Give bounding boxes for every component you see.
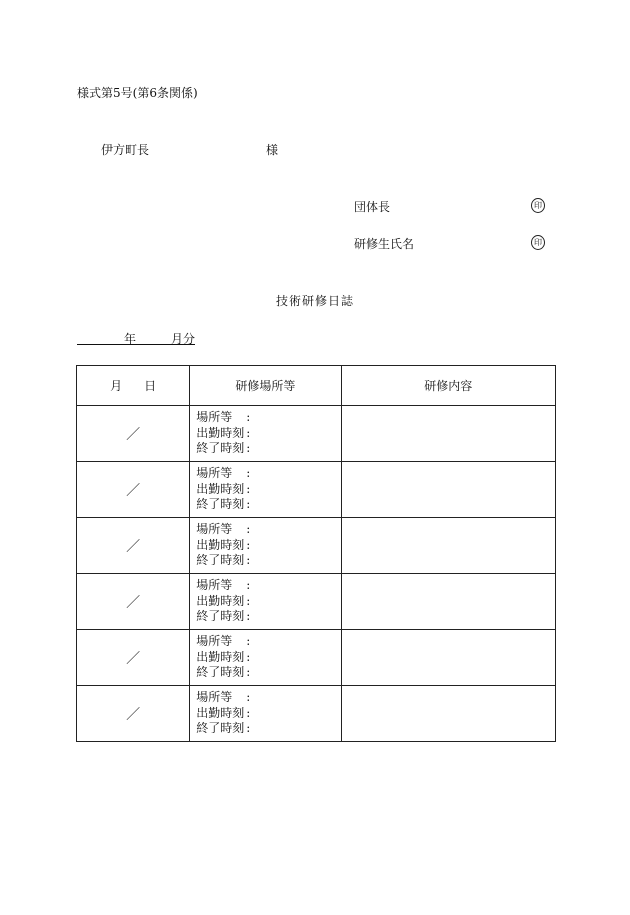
start-time-label: 出勤時刻: [196, 425, 245, 440]
header-month: 月: [110, 379, 123, 393]
place-label: 場所等: [196, 522, 233, 537]
addressee-name: 伊方町長: [101, 143, 150, 157]
header-location: 研修場所等: [190, 366, 341, 406]
end-time-field: [196, 721, 340, 737]
place-colon: :: [246, 690, 251, 705]
start-time-field: [196, 538, 340, 554]
org-head-label: 団体長: [354, 200, 391, 214]
location-cell[interactable]: [190, 686, 341, 742]
end-time-colon: :: [246, 553, 251, 568]
place-colon: :: [246, 466, 251, 481]
start-time-field: [196, 594, 340, 610]
start-time-label: 出勤時刻: [196, 649, 245, 664]
date-cell[interactable]: [77, 406, 190, 462]
end-time-label: 終了時刻: [196, 441, 245, 456]
end-time-label: 終了時刻: [196, 497, 245, 512]
place-field: [196, 690, 340, 706]
location-cell[interactable]: [190, 462, 341, 518]
end-time-field: [196, 441, 340, 457]
start-time-field: [196, 706, 340, 722]
end-time-label: 終了時刻: [196, 665, 245, 680]
end-time-label: 終了時刻: [196, 609, 245, 624]
location-cell[interactable]: [190, 518, 341, 574]
start-time-label: 出勤時刻: [196, 705, 245, 720]
header-month-day: [77, 366, 190, 406]
table-row: [77, 406, 556, 462]
header-content: 研修内容: [341, 366, 555, 406]
location-cell[interactable]: [190, 574, 341, 630]
place-colon: :: [246, 522, 251, 537]
end-time-field: [196, 497, 340, 513]
end-time-field: [196, 665, 340, 681]
content-cell[interactable]: [341, 518, 555, 574]
place-field: [196, 522, 340, 538]
location-cell[interactable]: [190, 406, 341, 462]
table-row: [77, 686, 556, 742]
start-time-label: 出勤時刻: [196, 481, 245, 496]
start-time-field: [196, 482, 340, 498]
end-time-colon: :: [246, 665, 251, 680]
end-time-field: [196, 553, 340, 569]
place-label: 場所等: [196, 466, 233, 481]
start-time-colon: :: [246, 537, 251, 552]
end-time-colon: :: [246, 497, 251, 512]
start-time-colon: :: [246, 481, 251, 496]
form-number: 様式第5号(第6条関係): [77, 86, 198, 100]
end-time-field: [196, 609, 340, 625]
start-time-colon: :: [246, 649, 251, 664]
content-cell[interactable]: [341, 574, 555, 630]
table-row: [77, 574, 556, 630]
date-separator: ／: [126, 538, 141, 555]
content-cell[interactable]: [341, 630, 555, 686]
start-time-label: 出勤時刻: [196, 537, 245, 552]
period-month-label: 月分: [171, 332, 196, 346]
start-time-field: [196, 650, 340, 666]
addressee-honorific: 様: [266, 143, 279, 157]
place-label: 場所等: [196, 690, 233, 705]
date-cell[interactable]: [77, 518, 190, 574]
end-time-label: 終了時刻: [196, 721, 245, 736]
date-separator: ／: [126, 594, 141, 611]
place-field: [196, 578, 340, 594]
location-cell[interactable]: [190, 630, 341, 686]
date-cell[interactable]: [77, 462, 190, 518]
header-day: 日: [144, 379, 157, 393]
date-cell[interactable]: [77, 574, 190, 630]
trainee-name-label: 研修生氏名: [354, 237, 415, 251]
end-time-label: 終了時刻: [196, 553, 245, 568]
place-label: 場所等: [196, 410, 233, 425]
start-time-colon: :: [246, 593, 251, 608]
content-cell[interactable]: [341, 462, 555, 518]
place-label: 場所等: [196, 578, 233, 593]
start-time-field: [196, 426, 340, 442]
date-separator: ／: [126, 482, 141, 499]
content-cell[interactable]: [341, 686, 555, 742]
table-header-row: [77, 366, 556, 406]
end-time-colon: :: [246, 609, 251, 624]
date-separator: ／: [126, 706, 141, 723]
end-time-colon: :: [246, 441, 251, 456]
place-field: [196, 466, 340, 482]
period-year-label: 年: [124, 332, 137, 346]
start-time-colon: :: [246, 425, 251, 440]
content-cell[interactable]: [341, 406, 555, 462]
document-title: 技術研修日誌: [275, 294, 354, 308]
period-field[interactable]: [77, 330, 195, 345]
table-row: [77, 462, 556, 518]
place-label: 場所等: [196, 634, 233, 649]
date-separator: ／: [126, 650, 141, 667]
place-field: [196, 634, 340, 650]
date-cell[interactable]: [77, 686, 190, 742]
training-log-table: [76, 365, 556, 742]
date-separator: ／: [126, 426, 141, 443]
date-cell[interactable]: [77, 630, 190, 686]
table-row: [77, 630, 556, 686]
seal-mark-trainee: 印: [531, 235, 545, 250]
place-colon: :: [246, 410, 251, 425]
place-colon: :: [246, 634, 251, 649]
seal-mark-org-head: 印: [531, 198, 545, 213]
place-colon: :: [246, 578, 251, 593]
start-time-colon: :: [246, 705, 251, 720]
end-time-colon: :: [246, 721, 251, 736]
place-field: [196, 410, 340, 426]
start-time-label: 出勤時刻: [196, 593, 245, 608]
table-row: [77, 518, 556, 574]
